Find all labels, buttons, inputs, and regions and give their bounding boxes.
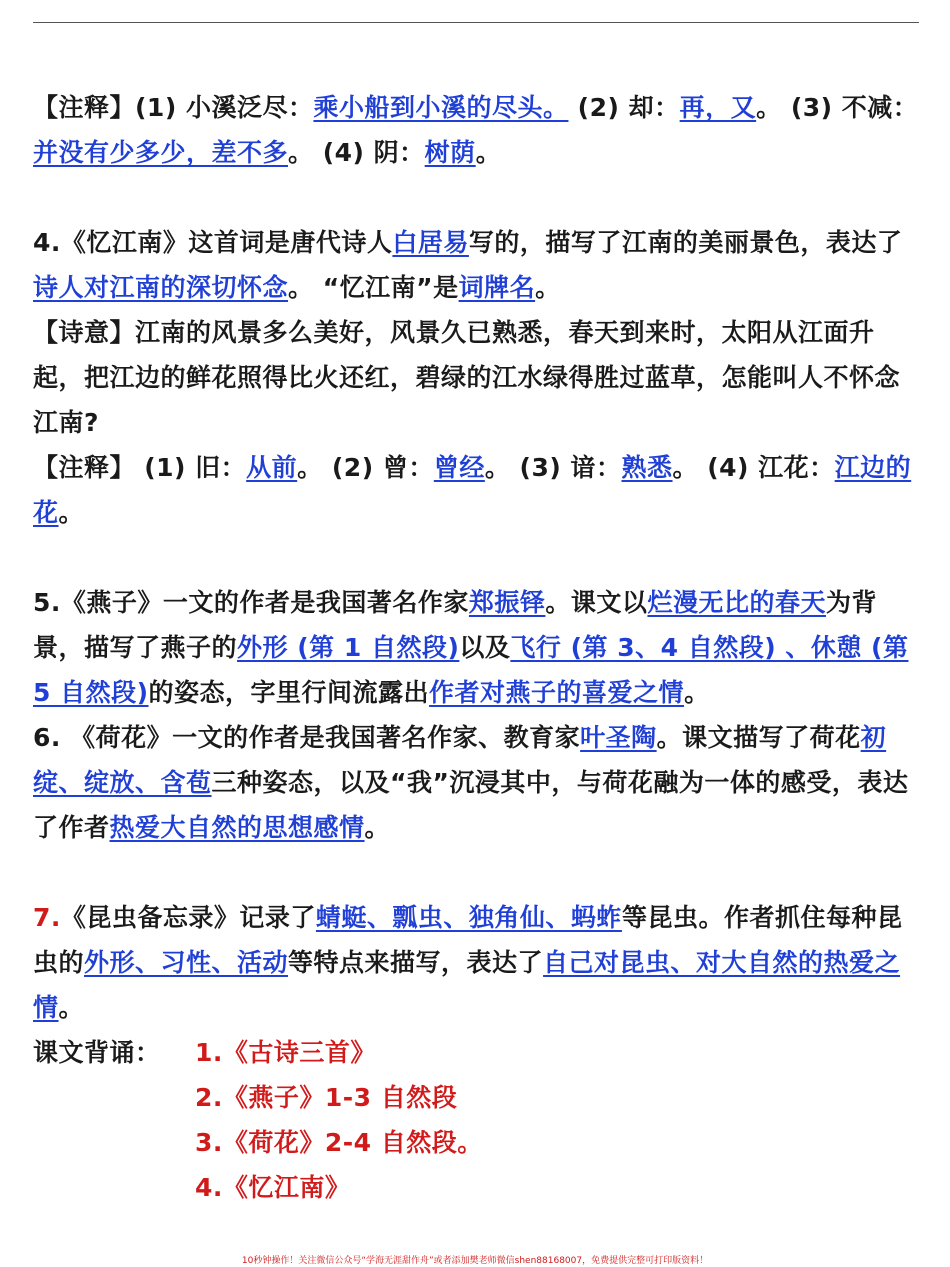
text: (2) 却： [568,93,680,122]
paragraph-annotation-1 [33,85,919,175]
text: 写的，描写了江南的美丽景色，表达了 [468,228,903,257]
answer: 烂漫无比的春天 [647,588,826,617]
recitation-section [33,1030,919,1210]
recitation-item: 3.《荷花》2-4 自然段。 [195,1128,483,1157]
text: 。 [684,678,710,707]
paragraph-annotation-2 [33,445,919,535]
answer: 外形、习性、活动 [84,948,289,977]
text: 。 (3) 谙： [484,453,622,482]
recitation-item: 4.《忆江南》 [195,1173,351,1202]
text: 。课文以 [545,588,648,617]
text: 。 [58,993,85,1022]
answer: 热爱大自然的思想感情 [109,813,365,842]
item-number: 7. [33,903,61,932]
text: 6. 《荷花》一文的作者是我国著名作家、教育家 [33,723,581,752]
answer: 曾经 [433,453,485,482]
text: 。 [364,813,391,842]
answer: 自己对昆虫、对大自然的热爱之情 [33,948,901,1022]
text: 三种姿态，以及“我”沉浸其中，与荷花融为一体的感受，表达了作者 [33,768,909,842]
text: 【注释】(1) 小溪泛尽： [33,93,314,122]
text: 。 [58,498,85,527]
top-rule [33,22,919,23]
recitation-item: 2.《燕子》1-3 自然段 [195,1083,458,1112]
paragraph-poem-meaning [33,310,919,445]
answer: 熟悉 [621,453,673,482]
answer: 乘小船到小溪的尽头。 [313,93,569,122]
answer: 叶圣陶 [580,723,657,752]
answer: 外形 (第 1 自然段) [237,633,460,662]
text: 。 (4) 阴： [288,138,425,167]
text: 。 “忆江南”是 [288,273,459,302]
spacer [33,850,919,895]
answer: 并没有少多少，差不多 [33,138,289,167]
answer: 初绽、绽放、含苞 [33,723,887,797]
text: 。 [475,138,502,167]
paragraph-item-5 [33,580,919,715]
text: 等昆虫。作者抓住每种昆虫的 [33,903,903,977]
answer: 从前 [246,453,298,482]
paragraph-item-4 [33,220,919,310]
text: 。 (3) 不减： [756,93,919,122]
answer: 蜻蜓、瓢虫、独角仙、蚂蚱 [315,903,622,932]
spacer [33,535,919,580]
text: 【注释】 (1) 旧： [33,453,247,482]
text: 【诗意】江南的风景多么美好，风景久已熟悉，春天到来时，太阳从江面升起，把江边的鲜花照得比火还红，碧绿的江水绿得胜过蓝草，怎能叫人不怀念江南? [33,318,901,437]
text: 的姿态，字里行间流露出 [148,678,430,707]
answer: 词牌名 [458,273,536,302]
paragraph-item-6 [33,715,919,850]
answer: 郑振铎 [468,588,546,617]
text: 。 (4) 江花： [672,453,835,482]
text: 4.《忆江南》这首词是唐代诗人 [33,228,393,257]
recitation-list [195,1030,919,1210]
text: 。课文描写了荷花 [656,723,861,752]
paragraph-item-7 [33,895,919,1030]
spacer [33,175,919,220]
answer: 再，又 [679,93,757,122]
text: 等特点来描写，表达了 [288,948,544,977]
answer: 白居易 [392,228,469,257]
recitation-item: 1.《古诗三首》 [195,1038,376,1067]
document-body [33,85,919,1210]
text: 。 [535,273,561,302]
answer: 飞行 (第 3、4 自然段) 、休憩 (第 5 自然段) [33,633,909,707]
text: 5.《燕子》一文的作者是我国著名作家 [33,588,469,617]
answer: 树荫 [424,138,476,167]
footer-note: 10秒钟操作！关注微信公众号“学海无涯甜作舟”或者添加樊老师微信shen88168007，免费提供完整可打印版资料！ [241,1256,709,1266]
text: 。 (2) 曾： [297,453,434,482]
answer: 江边的花 [33,453,912,527]
text: 《昆虫备忘录》记录了 [60,903,316,932]
answer: 作者对燕子的喜爱之情 [429,678,685,707]
text: 以及 [459,633,511,662]
recitation-label: 课文背诵： [33,1038,161,1067]
text: 为背景，描写了燕子的 [33,588,877,662]
answer: 诗人对江南的深切怀念 [33,273,289,302]
